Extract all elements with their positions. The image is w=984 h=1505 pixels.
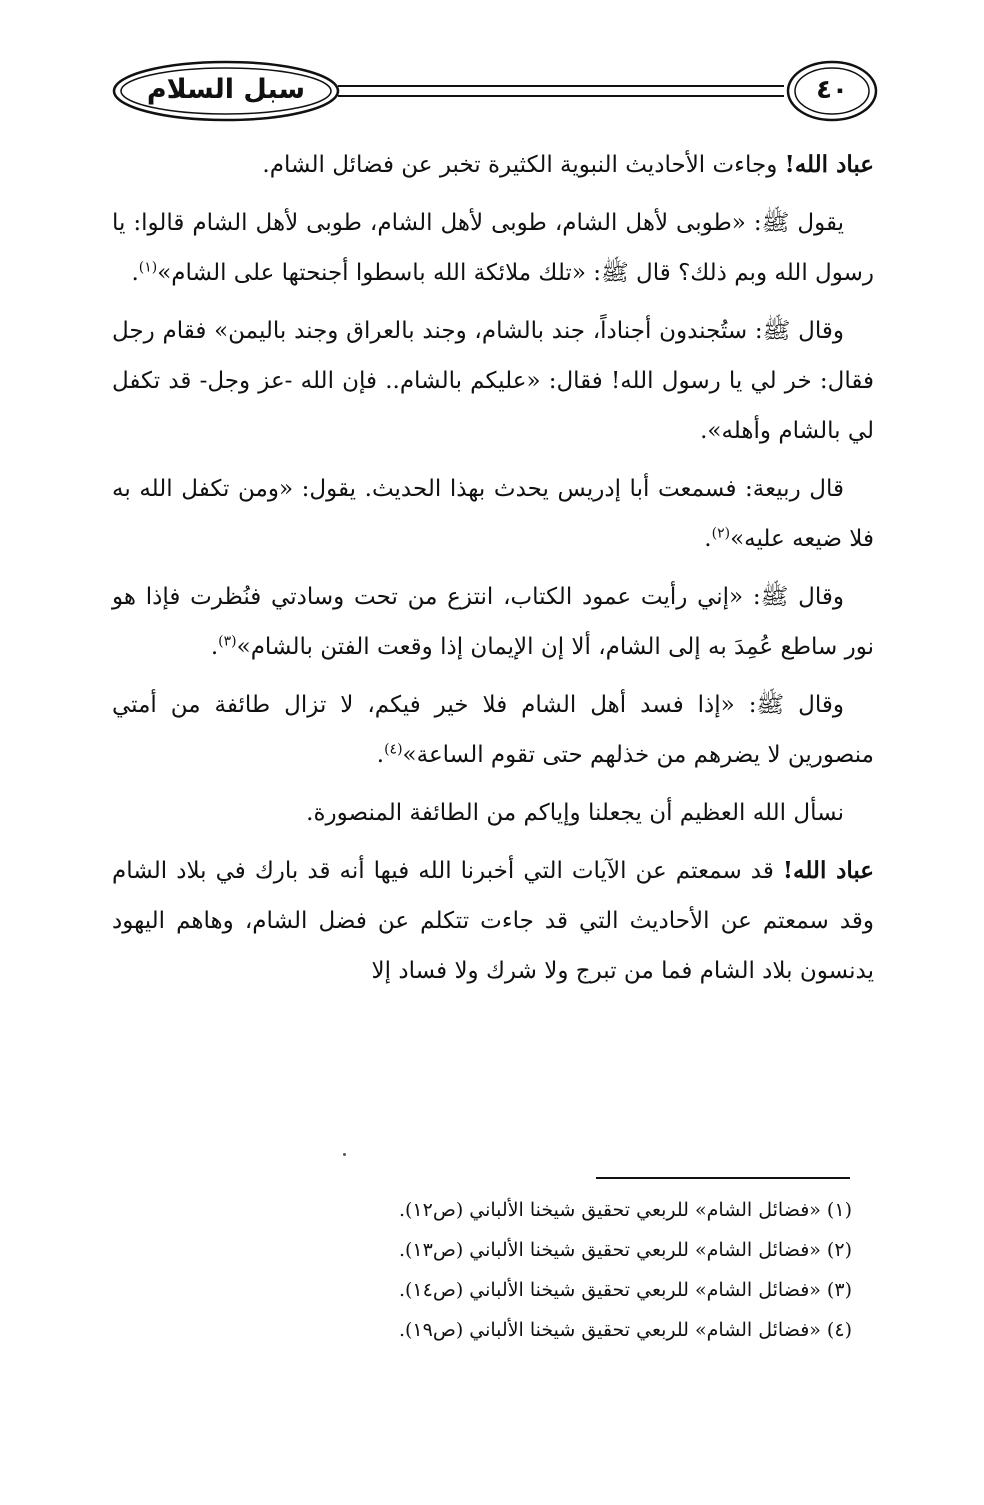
body-text xyxy=(112,140,874,1004)
lead-phrase: عباد الله! xyxy=(782,857,874,884)
lead-phrase: عباد الله! xyxy=(784,151,874,178)
footnote-4: (٤) «فضائل الشام» للربعي تحقيق شيخنا الألباني (ص١٩). xyxy=(398,1319,852,1341)
paragraph-tail: . xyxy=(376,742,385,768)
paragraph-text: وجاءت الأحاديث النبوية الكثيرة تخبر عن فضائل الشام. xyxy=(262,152,785,178)
footnote-marker-3: (٣) xyxy=(218,633,237,650)
footnote-marker-4: (٤) xyxy=(384,741,403,758)
footnote-1: (١) «فضائل الشام» للربعي تحقيق شيخنا الألباني (ص١٢). xyxy=(398,1199,852,1221)
page-header xyxy=(108,58,882,124)
footnote-2: (٢) «فضائل الشام» للربعي تحقيق شيخنا الألباني (ص١٣). xyxy=(398,1239,852,1261)
print-speck xyxy=(343,1153,346,1156)
paragraph-1 xyxy=(112,140,874,190)
footnotes xyxy=(112,1190,852,1350)
paragraph-3 xyxy=(112,306,874,456)
paragraph-text: يقول ﷺ: «طوبى لأهل الشام، طوبى لأهل الشام، طوبى لأهل الشام قالوا: يا رسول الله وبم ذلك؟ قال ﷺ: «تلك ملائكة الله باسطوا أجنحتها على الشام» xyxy=(112,210,874,286)
paragraph-tail: . xyxy=(704,526,712,552)
running-title: سبل السلام xyxy=(146,74,306,105)
paragraph-text: وقال ﷺ: ستُجندون أجناداً، جند بالشام، وجند بالعراق وجند باليمن» فقام رجل فقال: خر لي يا رسول الله! فقال: «عليكم بالشام.. فإن الله -عز وجل- قد تكفل لي بالشام وأهله». xyxy=(112,318,874,444)
paragraph-text: وقال ﷺ: «إني رأيت عمود الكتاب، انتزع من تحت وسادتي فنُظرت فإذا هو نور ساطع عُمِدَ به إلى الشام، ألا إن الإيمان إذا وقعت الفتن بالشام» xyxy=(112,584,874,660)
footnote-marker-1: (١) xyxy=(138,259,158,276)
paragraph-tail: . xyxy=(131,260,139,286)
footnote-marker-2: (٢) xyxy=(711,525,731,542)
footnote-3: (٣) «فضائل الشام» للربعي تحقيق شيخنا الألباني (ص١٤). xyxy=(398,1279,852,1301)
paragraph-7 xyxy=(112,788,874,838)
paragraph-8 xyxy=(112,846,874,996)
paragraph-6 xyxy=(112,680,874,780)
paragraph-5 xyxy=(112,572,874,672)
footnote-divider xyxy=(596,1177,850,1179)
paragraph-tail: . xyxy=(210,634,219,660)
paragraph-text: قد سمعتم عن الآيات التي أخبرنا الله فيها أنه قد بارك في بلاد الشام وقد سمعتم عن الأحاديث التي قد جاءت تتكلم عن فضل الشام، وهاهم اليهود يدنسون بلاد الشام فما من تبرج ولا شرك ولا فساد إلا xyxy=(112,858,874,984)
page-number: ٤٠ xyxy=(816,75,848,105)
paragraph-4 xyxy=(112,464,874,564)
paragraph-text: قال ربيعة: فسمعت أبا إدريس يحدث بهذا الحديث. يقول: «ومن تكفل الله به فلا ضيعه عليه» xyxy=(112,476,874,552)
paragraph-text: وقال ﷺ: «إذا فسد أهل الشام فلا خير فيكم، لا تزال طائفة من أمتي منصورين لا يضرهم من خذلهم حتى تقوم الساعة» xyxy=(112,692,874,768)
paragraph-text: نسأل الله العظيم أن يجعلنا وإياكم من الطائفة المنصورة. xyxy=(306,800,844,826)
paragraph-2 xyxy=(112,198,874,298)
